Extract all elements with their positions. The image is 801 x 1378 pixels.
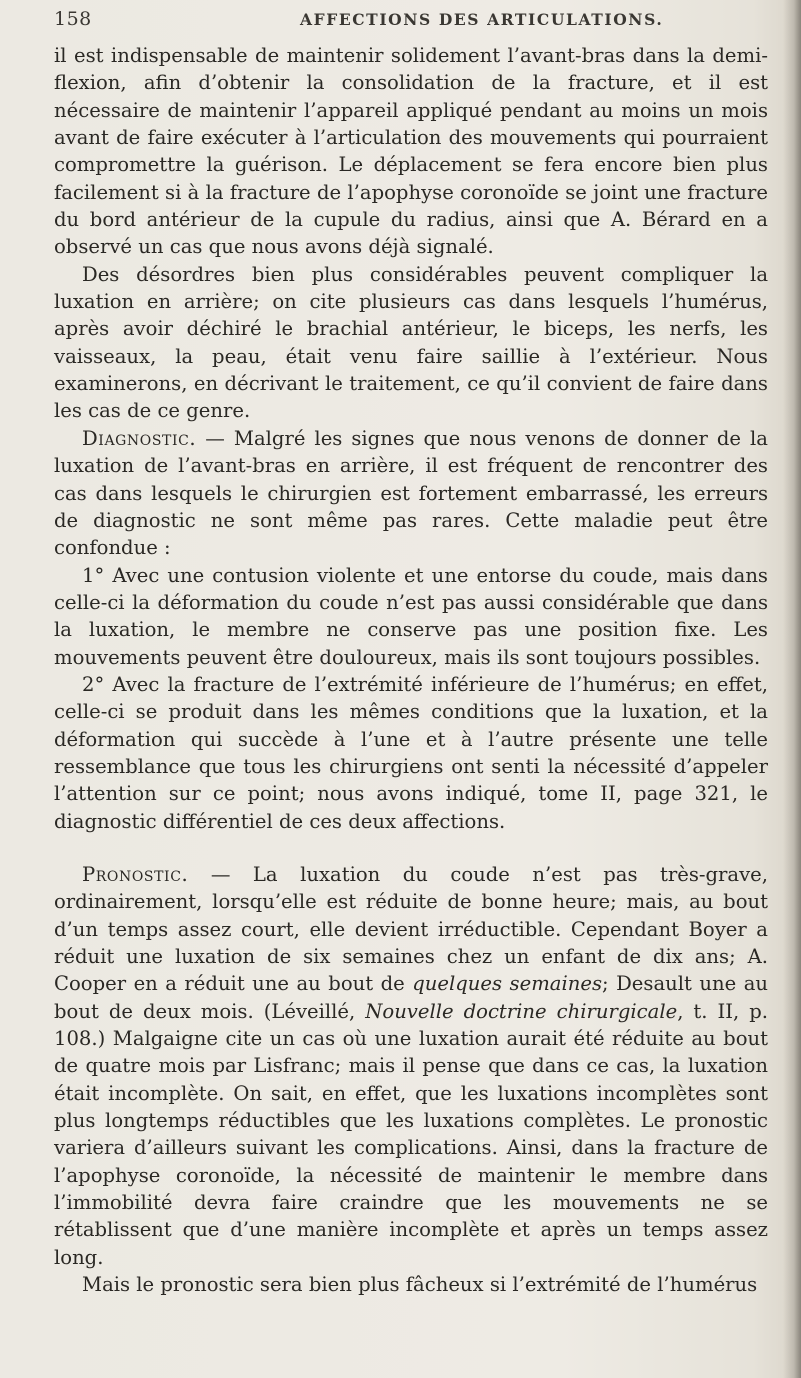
paragraph-diagnostic-item-1: 1° Avec une contusion violente et une entorse du coude, mais dans celle-ci la déformation du coude n’est pas aussi considérable que dans la luxation, le membre ne conserve pas une position fixe. Les mouvements peuvent être douloureux, mais ils sont toujours possibles. — [54, 563, 768, 669]
page-number: 158 — [54, 8, 92, 30]
paragraph-pronostic — [54, 861, 768, 1271]
paragraph-diagnostic-item-2: 2° Avec la fracture de l’extrémité inférieure de l’humérus; en effet, celle-ci se produit dans les mêmes conditions que la luxation, et la déformation qui succède à l’une et à l’autre présente une telle ressemblance que tous les chirurgiens ont senti la nécessité d’appeler l’attention sur ce point; nous avons indiqué, tome II, page 321, le diagnostic différentiel de ces deux affections. — [54, 672, 768, 833]
section-heading-pronostic: Pronostic. — [82, 862, 189, 886]
section-heading-diagnostic: Diagnostic. — [82, 426, 197, 450]
paragraph-diagnostic — [54, 425, 768, 562]
running-head: AFFECTIONS DES ARTICULATIONS. — [300, 10, 664, 29]
pronostic-italic-1: quelques semaines — [412, 972, 603, 996]
paragraph-diagnostic-text: — Malgré les signes que nous venons de donner de la luxation de l’avant-bras en arrière, il est fréquent de rencontrer des cas dans lesquels le chirurgien est fortement embarrassé, les erreurs de diagnostic ne sont même pas rares. Cette maladie peut être confondue : — [54, 426, 768, 560]
paragraph-complications: Des désordres bien plus considérables peuvent compliquer la luxation en arrière; on cite plusieurs cas dans lesquels l’humérus, après avoir déchiré le brachial antérieur, le biceps, les nerfs, les vaisseaux, la peau, était venu faire saillie à l’extérieur. Nous examinerons, en décrivant le traitement, ce qu’il convient de faire dans les cas de ce genre. — [54, 262, 768, 423]
body-text — [54, 42, 768, 1298]
pronostic-text-part-3: , t. II, p. 108.) Malgaigne cite un cas où une luxation aurait été réduite au bout de quatre mois par Lisfranc; mais il pense que dans ce cas, la luxation était incomplète. On sait, en effet, que les luxations incomplètes sont plus longtemps réductibles que les luxations complètes. Le pronostic variera d’ailleurs suivant les complications. Ainsi, dans la fracture de l’apophyse coronoïde, la nécessité de maintenir le membre dans l’immobilité devra faire craindre que les mouvements ne se rétablissent que d’une manière incomplète et après un temps assez long. — [54, 999, 768, 1269]
pronostic-italic-2: Nouvelle doctrine chirurgicale — [365, 999, 678, 1023]
paragraph-final: Mais le pronostic sera bien plus fâcheux si l’extrémité de l’humérus — [82, 1273, 758, 1297]
page-edge-shadow — [783, 0, 801, 1378]
paragraph-continuation: il est indispensable de maintenir solidement l’avant-bras dans la demi-flexion, afin d’obtenir la consolidation de la fracture, et il est nécessaire de maintenir l’appareil appliqué pendant au moins un mois avant de faire exécuter à l’articulation des mouvements qui pourraient compromettre la guérison. Le déplacement se fera encore bien plus facilement si à la fracture de l’apophyse coronoïde se joint une fracture du bord antérieur de la cupule du radius, ainsi que A. Bérard en a observé un cas que nous avons déjà signalé. — [54, 44, 768, 259]
pronostic-text-part-2: ; Desault une au bout de deux mois. (Léveillé, — [54, 972, 769, 1023]
pronostic-text-part-1: — La luxation du coude n’est pas très-grave, ordinairement, lorsqu’elle est réduite de bonne heure; mais, au bout d’un temps assez court, elle devient irréductible. Cependant Boyer a réduit une luxation de six semaines chez un enfant de dix ans; A. Cooper en a réduit une au bout de — [54, 862, 768, 996]
